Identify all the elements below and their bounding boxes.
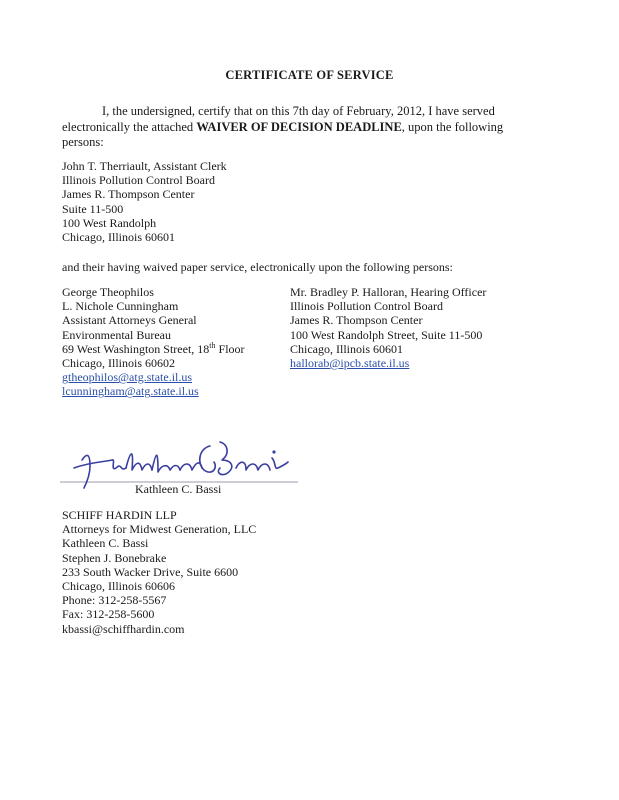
- recipient-line: 100 West Randolph Street, Suite 11-500: [290, 327, 483, 342]
- recipient-line: Environmental Bureau: [62, 327, 171, 342]
- firm-line: Chicago, Illinois 60606: [62, 579, 175, 594]
- left-recipient-block: [62, 285, 245, 399]
- email-link-halloran[interactable]: hallorab@ipcb.state.il.us: [290, 356, 410, 371]
- firm-line: Kathleen C. Bassi: [62, 536, 149, 551]
- right-recipient-block: [290, 285, 486, 370]
- recipient-line: Chicago, Illinois 60601: [290, 341, 403, 356]
- clerk-line: Illinois Pollution Control Board: [62, 173, 216, 188]
- firm-line: Attorneys for Midwest Generation, LLC: [62, 522, 257, 537]
- signatory-printed-name: Kathleen C. Bassi: [135, 482, 222, 496]
- clerk-address-block: [62, 159, 227, 244]
- firm-email: kbassi@schiffhardin.com: [62, 621, 185, 636]
- clerk-line: Suite 11-500: [62, 201, 124, 216]
- intro-paragraph: [62, 104, 532, 151]
- recipient-street: 69 West Washington Street, 18th Floor: [62, 340, 245, 356]
- firm-line: Stephen J. Bonebrake: [62, 550, 167, 565]
- firm-fax: Fax: 312-258-5600: [62, 607, 155, 622]
- intro-line-1: I, the undersigned, certify that on this 7th day of February, 2012, I have served: [102, 104, 495, 118]
- clerk-line: 100 West Randolph: [62, 215, 157, 230]
- document-title: CERTIFICATE OF SERVICE: [225, 68, 394, 82]
- recipient-line: James R. Thompson Center: [290, 313, 423, 328]
- document-name: WAIVER OF DECISION DEADLINE: [196, 119, 402, 134]
- firm-line: SCHIFF HARDIN LLP: [62, 508, 177, 522]
- clerk-line: John T. Therriault, Assistant Clerk: [62, 159, 227, 173]
- email-link-cunningham[interactable]: lcunningham@atg.state.il.us: [62, 384, 199, 399]
- email-link-theophilos[interactable]: gtheophilos@atg.state.il.us: [62, 370, 193, 385]
- firm-phone: Phone: 312-258-5567: [62, 593, 167, 608]
- firm-line: 233 South Wacker Drive, Suite 6600: [62, 564, 239, 579]
- recipient-line: Mr. Bradley P. Halloran, Hearing Officer: [290, 285, 487, 299]
- clerk-line: James R. Thompson Center: [62, 187, 195, 202]
- intro-line-2: electronically the attached WAIVER OF DECISION DEADLINE, upon the following: [62, 119, 504, 134]
- recipient-line: Assistant Attorneys General: [62, 313, 197, 328]
- firm-address-block: [62, 508, 256, 636]
- intro-line-3: persons:: [62, 135, 104, 149]
- waived-service-text: and their having waived paper service, electronically upon the following persons:: [62, 260, 453, 274]
- clerk-line: Chicago, Illinois 60601: [62, 230, 175, 245]
- recipient-line: George Theophilos: [62, 285, 154, 299]
- recipient-line: L. Nichole Cunningham: [62, 299, 179, 314]
- recipient-city: Chicago, Illinois 60602: [62, 356, 175, 371]
- recipient-line: Illinois Pollution Control Board: [290, 299, 444, 314]
